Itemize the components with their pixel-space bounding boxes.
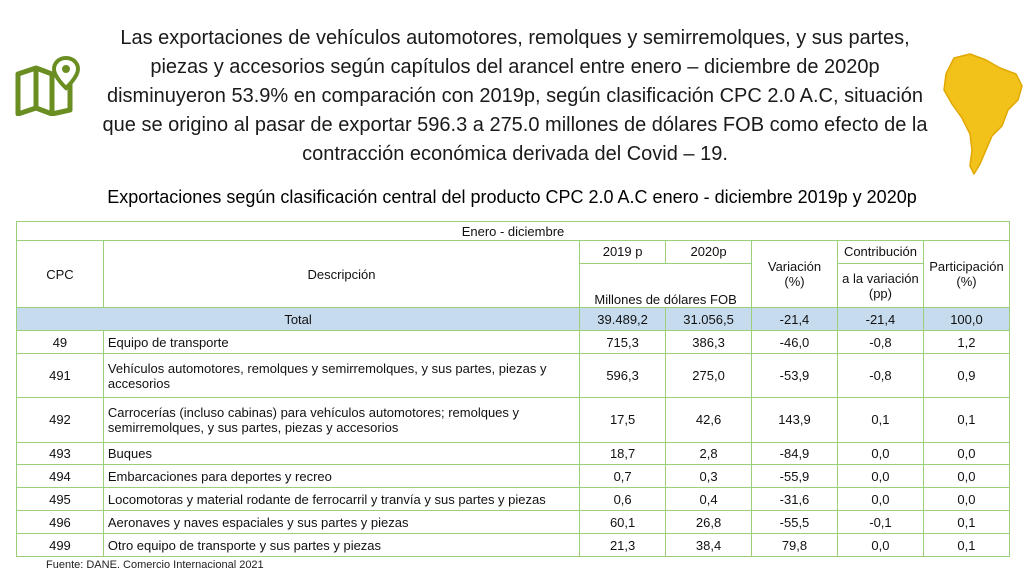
table-row — [17, 511, 1010, 534]
participation-cell: 0,0 — [923, 465, 1009, 488]
description-cell: Aeronaves y naves espaciales y sus partes y piezas — [103, 511, 579, 534]
year-2019-header: 2019 p — [580, 241, 666, 264]
value-2020-cell: 275,0 — [666, 353, 752, 397]
contribution-header-bottom: a la variación (pp) — [837, 263, 923, 307]
header-period-row — [17, 222, 1010, 241]
total-contribution: -21,4 — [837, 308, 923, 331]
total-participation: 100,0 — [923, 308, 1009, 331]
contribution-cell: 0,0 — [837, 442, 923, 465]
contribution-cell: -0,8 — [837, 331, 923, 354]
cpc-cell: 492 — [17, 398, 104, 442]
source-note: Fuente: DANE. Comercio Internacional 2021 — [46, 559, 264, 571]
contribution-header-top: Contribución — [837, 241, 923, 264]
total-variation: -21,4 — [752, 308, 838, 331]
participation-cell: 1,2 — [923, 331, 1009, 354]
units-header: Millones de dólares FOB — [580, 263, 752, 307]
exports-table — [16, 221, 1010, 557]
period-label: Enero - diciembre — [17, 222, 1010, 241]
contribution-cell: -0,8 — [837, 353, 923, 397]
cpc-cell: 49 — [17, 331, 104, 354]
description-cell: Embarcaciones para deportes y recreo — [103, 465, 579, 488]
value-2019-cell: 18,7 — [580, 442, 666, 465]
participation-cell: 0,1 — [923, 398, 1009, 442]
contribution-cell: 0,1 — [837, 398, 923, 442]
total-label: Total — [17, 308, 580, 331]
description-cell: Buques — [103, 442, 579, 465]
value-2019-cell: 0,7 — [580, 465, 666, 488]
participation-cell: 0,1 — [923, 511, 1009, 534]
value-2019-cell: 715,3 — [580, 331, 666, 354]
intro-paragraph: Las exportaciones de vehículos automotores, remolques y semirremolques, y sus partes, piezas y accesorios según capítulos del arancel entre enero – diciembre de 2020p disminuyeron 53.9% en comparación con 2019p, según clasificación CPC 2.0 A.C, situación que se origino al pasar de exportar 596.3 a 275.0 millones de dólares FOB como efecto de la contracción económica derivada del Covid – 19. — [102, 27, 928, 165]
cpc-cell: 494 — [17, 465, 104, 488]
table-row — [17, 465, 1010, 488]
table-row — [17, 398, 1010, 442]
table-row — [17, 488, 1010, 511]
value-2020-cell: 38,4 — [666, 534, 752, 557]
contribution-cell: 0,0 — [837, 488, 923, 511]
variation-cell: -55,5 — [752, 511, 838, 534]
value-2019-cell: 21,3 — [580, 534, 666, 557]
variation-cell: -31,6 — [752, 488, 838, 511]
variation-header: Variación (%) — [752, 241, 838, 308]
cpc-cell: 496 — [17, 511, 104, 534]
cpc-header: CPC — [17, 241, 104, 308]
contribution-cell: 0,0 — [837, 534, 923, 557]
value-2020-cell: 2,8 — [666, 442, 752, 465]
variation-cell: -84,9 — [752, 442, 838, 465]
variation-cell: 79,8 — [752, 534, 838, 557]
value-2020-cell: 386,3 — [666, 331, 752, 354]
description-header: Descripción — [103, 241, 579, 308]
value-2020-cell: 26,8 — [666, 511, 752, 534]
description-cell: Otro equipo de transporte y sus partes y piezas — [103, 534, 579, 557]
total-2020: 31.056,5 — [666, 308, 752, 331]
variation-cell: -53,9 — [752, 353, 838, 397]
table-row — [17, 534, 1010, 557]
table-row — [17, 353, 1010, 397]
variation-cell: -55,9 — [752, 465, 838, 488]
value-2020-cell: 0,4 — [666, 488, 752, 511]
value-2019-cell: 0,6 — [580, 488, 666, 511]
participation-header: Participación (%) — [923, 241, 1009, 308]
value-2020-cell: 42,6 — [666, 398, 752, 442]
contribution-cell: -0,1 — [837, 511, 923, 534]
value-2020-cell: 0,3 — [666, 465, 752, 488]
description-cell: Vehículos automotores, remolques y semirremolques, y sus partes, piezas y accesorios — [103, 353, 579, 397]
cpc-cell: 495 — [17, 488, 104, 511]
total-row — [17, 308, 1010, 331]
table-title: Exportaciones según clasificación central del producto CPC 2.0 A.C enero - diciembre 2019p y 2020p — [107, 187, 917, 207]
south-america-map-icon — [940, 52, 1024, 176]
table-row — [17, 331, 1010, 354]
variation-cell: 143,9 — [752, 398, 838, 442]
contribution-cell: 0,0 — [837, 465, 923, 488]
cpc-cell: 493 — [17, 442, 104, 465]
participation-cell: 0,0 — [923, 488, 1009, 511]
description-cell: Locomotoras y material rodante de ferrocarril y tranvía y sus partes y piezas — [103, 488, 579, 511]
cpc-cell: 491 — [17, 353, 104, 397]
total-2019: 39.489,2 — [580, 308, 666, 331]
description-cell: Equipo de transporte — [103, 331, 579, 354]
cpc-cell: 499 — [17, 534, 104, 557]
header-row-1 — [17, 241, 1010, 264]
value-2019-cell: 596,3 — [580, 353, 666, 397]
participation-cell: 0,0 — [923, 442, 1009, 465]
value-2019-cell: 17,5 — [580, 398, 666, 442]
table-row — [17, 442, 1010, 465]
year-2020-header: 2020p — [666, 241, 752, 264]
participation-cell: 0,1 — [923, 534, 1009, 557]
description-cell: Carrocerías (incluso cabinas) para vehículos automotores; remolques y semirremolques, y sus partes, piezas y accesorios — [103, 398, 579, 442]
variation-cell: -46,0 — [752, 331, 838, 354]
value-2019-cell: 60,1 — [580, 511, 666, 534]
map-pin-icon — [14, 56, 86, 116]
participation-cell: 0,9 — [923, 353, 1009, 397]
